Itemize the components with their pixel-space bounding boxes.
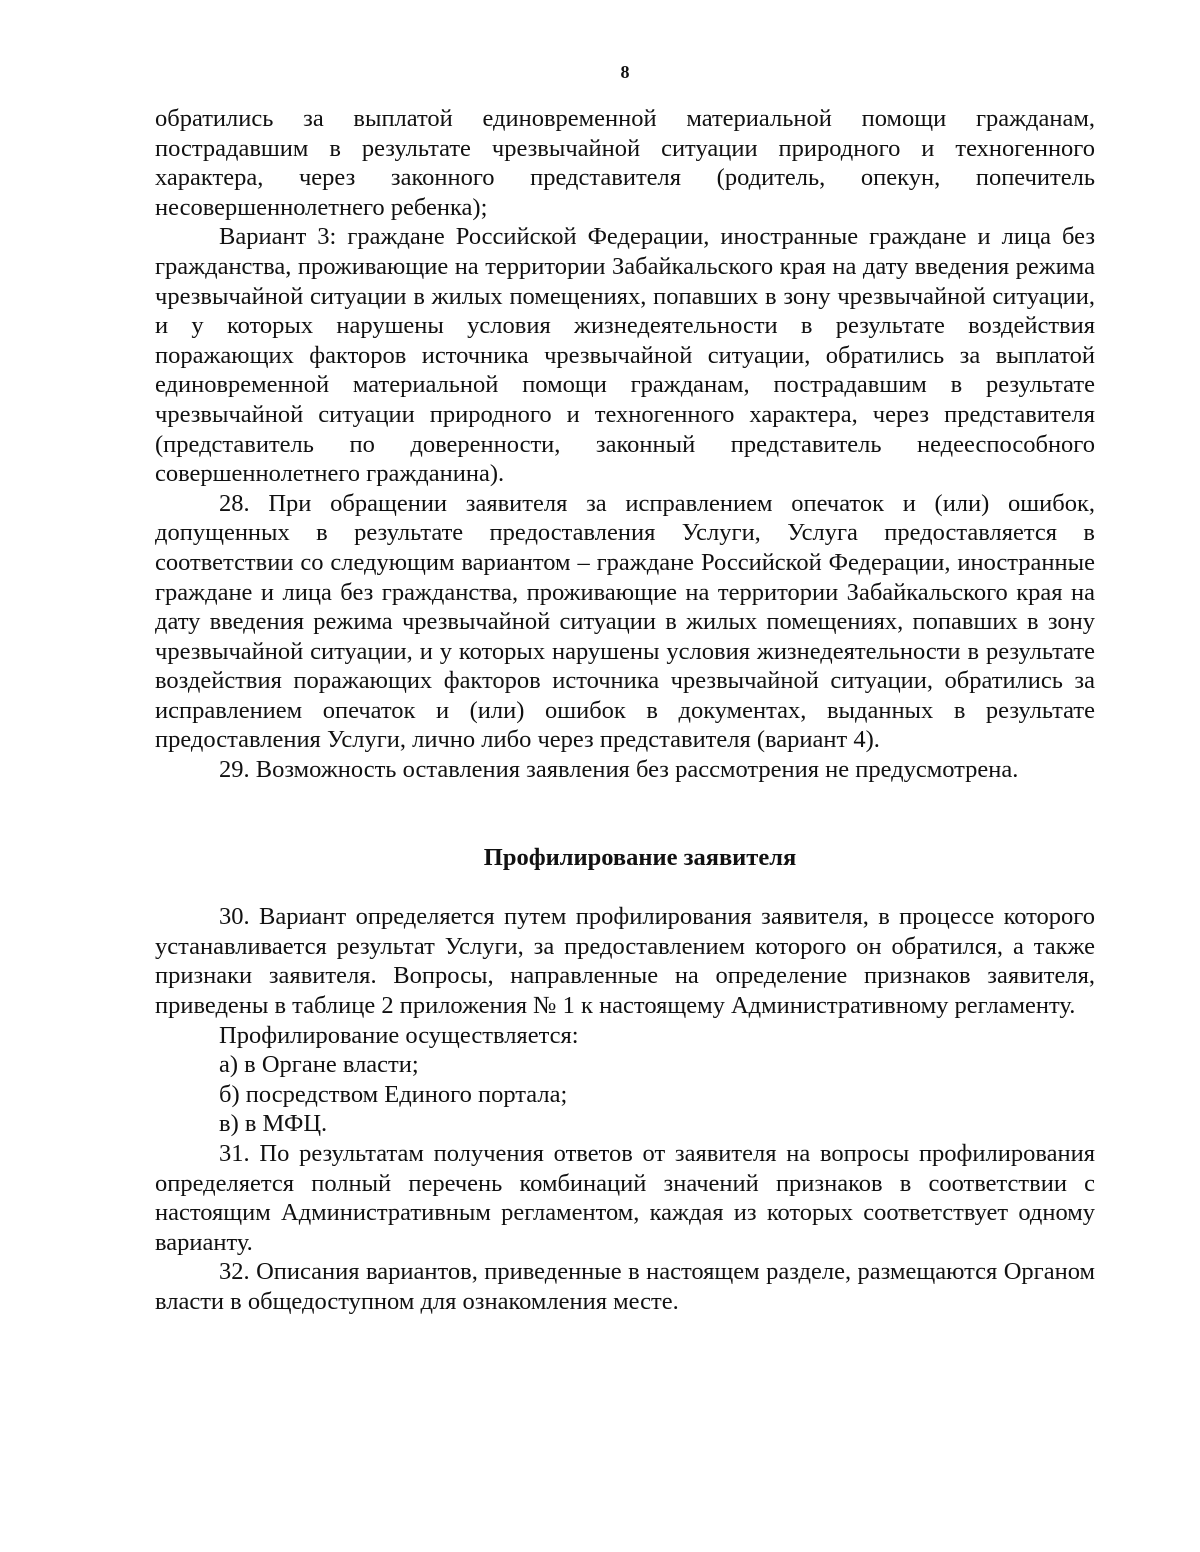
- list-item-c: в) в МФЦ.: [219, 1110, 328, 1138]
- paragraph-29: 29. Возможность оставления заявления без рассмотрения не предусмотрена.: [219, 756, 1019, 784]
- paragraph-profiling-intro: Профилирование осуществляется:: [219, 1021, 579, 1049]
- paragraph-variant-3: Вариант 3: граждане Российской Федерации, иностранные граждане и лица без гражданства, проживающие на территории Забайкальского края на дату введения режима чрезвычайной ситуации в жилых помещениях, попавших в зону чрезвычайной ситуации, и у которых нарушены условия жизнедеятельности в результате воздействия поражающих факторов источника чрезвычайной ситуации, обратились за выплатой единовременной материальной помощи гражданам, пострадавшим в результате чрезвычайной ситуации природного и техногенного характера, через представителя (представитель по доверенности, законный представитель недееспособного совершеннолетнего гражданина).: [155, 223, 1095, 488]
- paragraph-continuation: обратились за выплатой единовременной материальной помощи гражданам, пострадавшим в результате чрезвычайной ситуации природного и техногенного характера, через законного представителя (родитель, опекун, попечитель несовершеннолетнего ребенка);: [155, 105, 1095, 221]
- page-number: 8: [620, 62, 630, 82]
- list-item-a: а) в Органе власти;: [219, 1051, 419, 1079]
- section-heading: Профилирование заявителя: [483, 843, 797, 871]
- paragraph-31: 31. По результатам получения ответов от заявителя на вопросы профилирования определяется полный перечень комбинаций значений признаков в соответствии с настоящим Административным регламентом, каждая из которых соответствует одному варианту.: [155, 1140, 1095, 1256]
- paragraph-30: 30. Вариант определяется путем профилирования заявителя, в процессе которого устанавливается результат Услуги, за предоставлением которого он обратился, а также признаки заявителя. Вопросы, направленные на определение признаков заявителя, приведены в таблице 2 приложения № 1 к настоящему Административному регламенту.: [155, 903, 1095, 1020]
- document-body: [155, 104, 1095, 1317]
- paragraph-28: 28. При обращении заявителя за исправлением опечаток и (или) ошибок, допущенных в результате предоставления Услуги, Услуга предоставляется в соответствии со следующим вариантом – граждане Российской Федерации, иностранные граждане и лица без гражданства, проживающие на территории Забайкальского края на дату введения режима чрезвычайной ситуации в жилых помещениях, попавших в зону чрезвычайной ситуации, и у которых нарушены условия жизнедеятельности в результате воздействия поражающих факторов источника чрезвычайной ситуации, обратились за исправлением опечаток и (или) ошибок в документах, выданных в результате предоставления Услуги, лично либо через представителя (вариант 4).: [155, 489, 1095, 754]
- paragraph-32: 32. Описания вариантов, приведенные в настоящем разделе, размещаются Органом власти в общедоступном для ознакомления месте.: [155, 1258, 1095, 1315]
- list-item-b: б) посредством Единого портала;: [219, 1080, 568, 1108]
